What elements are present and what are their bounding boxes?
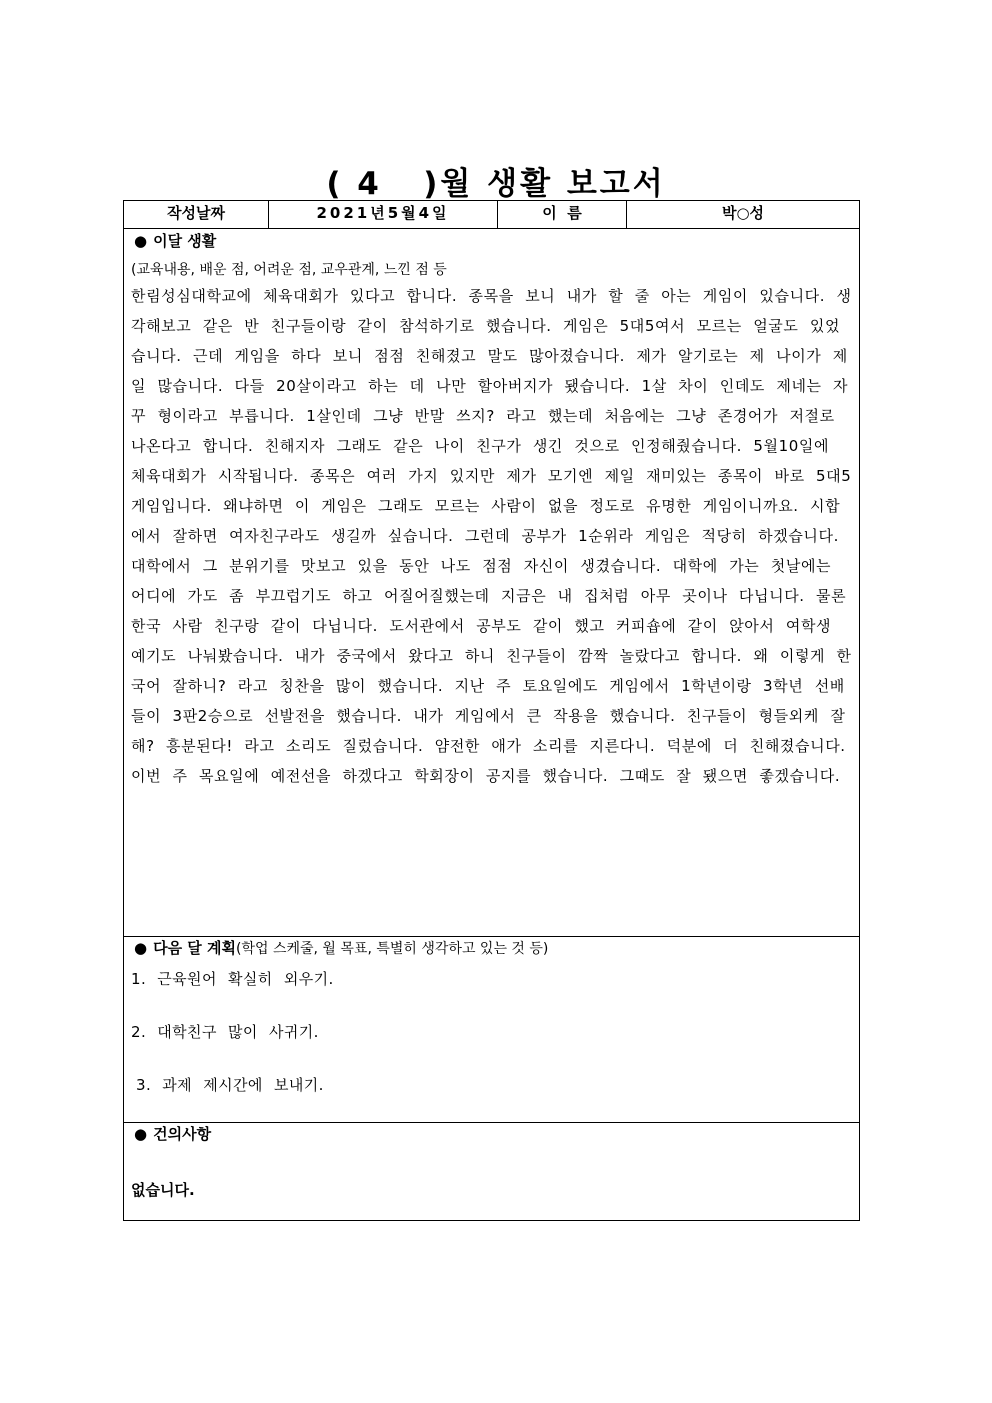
next-month-heading bbox=[134, 937, 548, 958]
bullet-icon: ● bbox=[134, 1125, 148, 1143]
this-month-body: 한림성심대학교에 체육대회가 있다고 합니다. 종목을 보니 내가 할 줄 아는 게임이 있습니다. 생각해보고 같은 반 친구들이랑 같이 참석하기로 했습니다. 게임은 5대5여서 모르는 얼굴도 있었습니다. 근데 게임을 하다 보니 점점 친해졌고 말도 많아졌습니다. 제가 알기로는 제 나이가 제일 많습니다. 다들 20살이라고 하는 데 나만 할아버지가 됐습니다. 1살 차이 인데도 제네는 자꾸 형이라고 부릅니다. 1살인데 그냥 반말 쓰지? 라고 했는데 처음에는 그냥 존경어가 저절로 나온다고 합니다. 친해지자 그래도 같은 나이 친구가 생긴 것으로 인정해줬습니다. 5월10일에 체육대회가 시작됩니다. 종목은 여러 가지 있지만 제가 모기엔 제일 재미있는 종목이 바로 5대5 게임입니다. 왜냐하면 이 게임은 그래도 모르는 사람이 없을 정도로 유명한 게임이니까요. 시합에서 잘하면 여자친구라도 생길까 싶습니다. 그런데 공부가 1순위라 게임은 적당히 하겠습니다. 대학에서 그 분위기를 맛보고 있을 동안 나도 점점 자신이 생겼습니다. 대학에 가는 첫날에는 어디에 가도 좀 부끄럽기도 하고 어질어질했는데 지금은 내 집처럼 아무 곳이나 다닙니다. 물론 한국 사람 친구랑 같이 다닙니다. 도서관에서 공부도 같이 했고 커피숍에 같이 앉아서 여학생 예기도 나눠봤습니다. 내가 중국에서 왔다고 하니 친구들이 깜짝 놀랐다고 합니다. 왜 이렇게 한국어 잘하니? 라고 칭찬을 많이 했습니다. 지난 주 토요일에도 게임에서 1학년이랑 3학년 선배들이 3판2승으로 선발전을 했습니다. 내가 게임에서 큰 작용을 했습니다. 친구들이 형들외케 잘해? 흥분된다! 라고 소리도 질렀습니다. 얌전한 애가 소리를 지른다니. 덕분에 더 친해졌습니다. 이번 주 목요일에 예전선을 하겠다고 학회장이 공지를 했습니다. 그때도 잘 됐으면 좋겠습니다. bbox=[131, 287, 852, 785]
this-month-heading bbox=[134, 230, 216, 251]
name-value: 박○성 bbox=[721, 204, 765, 222]
next-month-section bbox=[124, 937, 859, 1123]
suggestions-section bbox=[124, 1123, 859, 1220]
next-month-note: (학업 스케줄, 월 목표, 특별히 생각하고 있는 것 등) bbox=[236, 941, 549, 957]
report-form bbox=[123, 200, 860, 1221]
plan-item: 1. 근육원어 확실히 외우기. bbox=[131, 970, 334, 988]
this-month-note: (교육내용, 배운 점, 어려운 점, 교우관계, 느낀 점 등 bbox=[131, 262, 447, 278]
suggestions-heading-label: 건의사항 bbox=[153, 1125, 212, 1143]
header-row bbox=[124, 201, 859, 229]
plan-item: 2. 대학친구 많이 사귀기. bbox=[131, 1023, 319, 1041]
plan-item: 3. 과제 제시간에 보내기. bbox=[136, 1076, 324, 1094]
date-label: 작성날짜 bbox=[124, 201, 269, 228]
this-month-section bbox=[124, 228, 859, 937]
bullet-icon: ● bbox=[134, 939, 148, 957]
suggestions-body: 없습니다. bbox=[131, 1181, 195, 1199]
name-label: 이 름 bbox=[498, 201, 627, 228]
page-title: ( 4 )월 생활 보고서 bbox=[326, 166, 666, 202]
this-month-heading-label: 이달 생활 bbox=[153, 232, 217, 250]
date-value: 2021년5월4일 bbox=[269, 201, 498, 228]
suggestions-heading bbox=[134, 1123, 211, 1144]
bullet-icon: ● bbox=[134, 232, 148, 250]
next-month-heading-label: 다음 달 계획 bbox=[153, 939, 236, 957]
